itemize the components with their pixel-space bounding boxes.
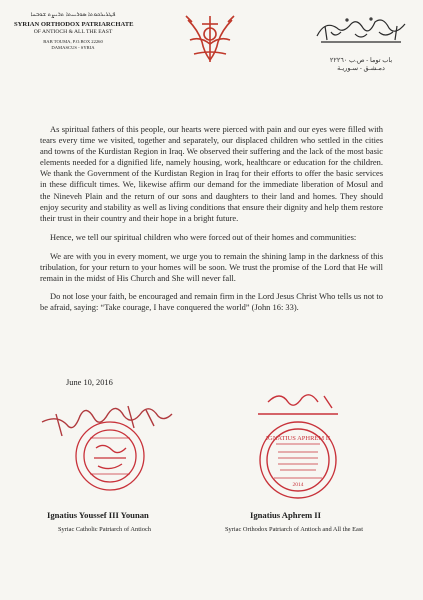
org-subtitle: OF ANTIOCH & ALL THE EAST: [33, 29, 113, 35]
right-seal-text: IGNATIUS APHREM II: [265, 435, 331, 442]
arabic-calligraphy-logo: [311, 14, 411, 48]
arabic-address-1: باب توما - ص.ب ٢٢٢٦٠: [329, 57, 393, 64]
signatory-title-right: Syriac Orthodox Patriarch of Antioch and All the East: [225, 526, 364, 533]
paragraph: Hence, we tell our spiritual children who were forced out of their homes and communities:: [50, 231, 357, 242]
signatory-name-left: Ignatius Youssef III Younan: [47, 510, 149, 520]
signature-and-seal-left: [38, 392, 178, 502]
signature-and-seal-right: [228, 388, 368, 506]
letterhead-right: [311, 14, 411, 72]
signatory-name-right: Ignatius Aphrem II: [250, 510, 321, 520]
paragraph: Do not lose your faith, be encouraged and remain firm in the Lord Jesus Christ Who tells us not to be afraid, saying: “Take courage, I have conquered the world” (John 16: 33).: [40, 291, 383, 313]
arabic-address-2: دمـشـق - سـوريـة: [337, 65, 385, 72]
org-name: SYRIAN ORTHODOX PATRIARCHATE: [14, 21, 134, 28]
patriarchate-emblem-icon: [180, 10, 240, 68]
letterhead-left: [14, 12, 132, 50]
address-line-2: DAMASCUS - SYRIA: [51, 45, 95, 50]
right-seal-year: 2014: [292, 482, 304, 488]
address-line-1: BAB TOUMA, P.O.BOX 22260: [43, 39, 103, 44]
letter-date: June 10, 2016: [66, 378, 113, 387]
letter-body: [40, 124, 383, 313]
signatory-title-left: Syriac Catholic Patriarch of Antioch: [58, 526, 151, 533]
paragraph: As spiritual fathers of this people, our hearts were pierced with pain and our eyes were filled with tears every time we visited, together and separately, our displaced children who settled in the cities and towns of the Kurdistan Region in Iraq. We observed their suffering and the lack of the most basic elements needed for a dignified life, namely housing, work, healthcare or education for the children. We thank the Government of the Kurdistan Region in Iraq for their efforts to offer the basic services in these difficult times. We, likewise affirm our demand for the immediate liberation of Mosul and the Nineveh Plain and the return of our sons and daughters to their land and homes. They should enjoy security and stability as well as living conditions that ensure their dignity and help them restore their trust in their country and their hope in a bright future.: [40, 124, 383, 223]
paragraph: We are with you in every moment, we urge you to remain the shining lamp in the darkness of this tribulation, for your return to your homes will be soon. We trust the promise of the Lord that He will remain in the midst of His Church and She will never fall.: [40, 250, 383, 284]
syriac-heading: ܦܛܪܝܪܟܘܬܐ ܣܘܪܝܝܬܐ ܬܪܝܨܬ ܫܘܒܚܐ: [30, 12, 116, 18]
